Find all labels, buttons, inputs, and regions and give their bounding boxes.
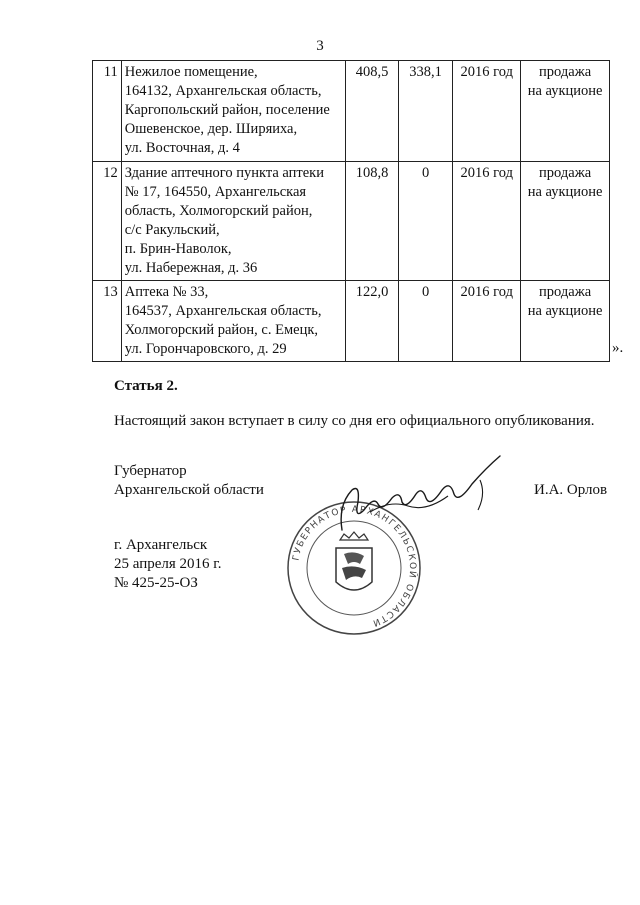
area-value-2: 338,1 bbox=[398, 61, 452, 162]
method-line: на аукционе bbox=[527, 184, 603, 200]
description-line: ул. Горончаровского, д. 29 bbox=[124, 341, 287, 357]
table-row bbox=[93, 162, 610, 281]
description-line: Аптека № 33, bbox=[124, 284, 209, 300]
law-number: № 425-25-ОЗ bbox=[114, 575, 198, 591]
method-line: продажа bbox=[539, 64, 592, 80]
description-line: ул. Набережная, д. 36 bbox=[124, 260, 258, 276]
description-line: с/с Ракульский, bbox=[124, 222, 220, 238]
description-line: 164132, Архангельская область, bbox=[124, 83, 322, 99]
description-line: Здание аптечного пункта аптеки bbox=[124, 165, 324, 181]
row-number: 12 bbox=[93, 162, 122, 281]
area-value: 122,0 bbox=[346, 281, 399, 362]
description-line: п. Брин-Наволок, bbox=[124, 241, 232, 257]
description-line: Каргопольский район, поселение bbox=[124, 102, 330, 118]
area-value-2: 0 bbox=[398, 281, 452, 362]
year-cell: 2016 год bbox=[453, 162, 521, 281]
area-value-2: 0 bbox=[398, 162, 452, 281]
description-line: область, Холмогорский район, bbox=[124, 203, 313, 219]
row-number: 11 bbox=[93, 61, 122, 162]
area-value: 108,8 bbox=[346, 162, 399, 281]
method-line: продажа bbox=[539, 165, 592, 181]
signatory-title: Губернатор bbox=[114, 463, 187, 479]
article-heading: Статья 2. bbox=[114, 378, 178, 394]
date-of-signing: 25 апреля 2016 г. bbox=[114, 556, 222, 572]
svg-text:ГУБЕРНАТОР АРХАНГЕЛЬСКОЙ ОБЛАС: ГУБЕРНАТОР АРХАНГЕЛЬСКОЙ ОБЛАСТИ bbox=[291, 504, 418, 628]
closing-quote: ». bbox=[612, 340, 624, 356]
property-description bbox=[121, 281, 346, 362]
year-cell: 2016 год bbox=[453, 61, 521, 162]
description-line: Холмогорский район, с. Емецк, bbox=[124, 322, 319, 338]
row-number: 13 bbox=[93, 281, 122, 362]
table-row bbox=[93, 61, 610, 162]
table-row bbox=[93, 281, 610, 362]
page-number: 3 bbox=[316, 38, 324, 54]
article-text: Настоящий закон вступает в силу со дня его официального опубликования. bbox=[114, 413, 595, 429]
method-line: на аукционе bbox=[527, 83, 603, 99]
description-line: ул. Восточная, д. 4 bbox=[124, 140, 240, 156]
signatory-name: И.А. Орлов bbox=[534, 482, 608, 498]
method-line: на аукционе bbox=[527, 303, 603, 319]
description-line: Ошевенское, дер. Ширяиха, bbox=[124, 121, 298, 137]
area-value: 408,5 bbox=[346, 61, 399, 162]
description-line: № 17, 164550, Архангельская bbox=[124, 184, 307, 200]
method-line: продажа bbox=[539, 284, 592, 300]
property-table bbox=[92, 60, 610, 362]
method-cell bbox=[521, 61, 610, 162]
handwritten-signature bbox=[330, 450, 530, 540]
method-cell bbox=[521, 281, 610, 362]
year-cell: 2016 год bbox=[453, 281, 521, 362]
property-description bbox=[121, 61, 346, 162]
description-line: Нежилое помещение, bbox=[124, 64, 258, 80]
method-cell bbox=[521, 162, 610, 281]
description-line: 164537, Архангельская область, bbox=[124, 303, 322, 319]
signatory-region: Архангельской области bbox=[114, 482, 264, 498]
property-description bbox=[121, 162, 346, 281]
place-of-signing: г. Архангельск bbox=[114, 537, 208, 553]
